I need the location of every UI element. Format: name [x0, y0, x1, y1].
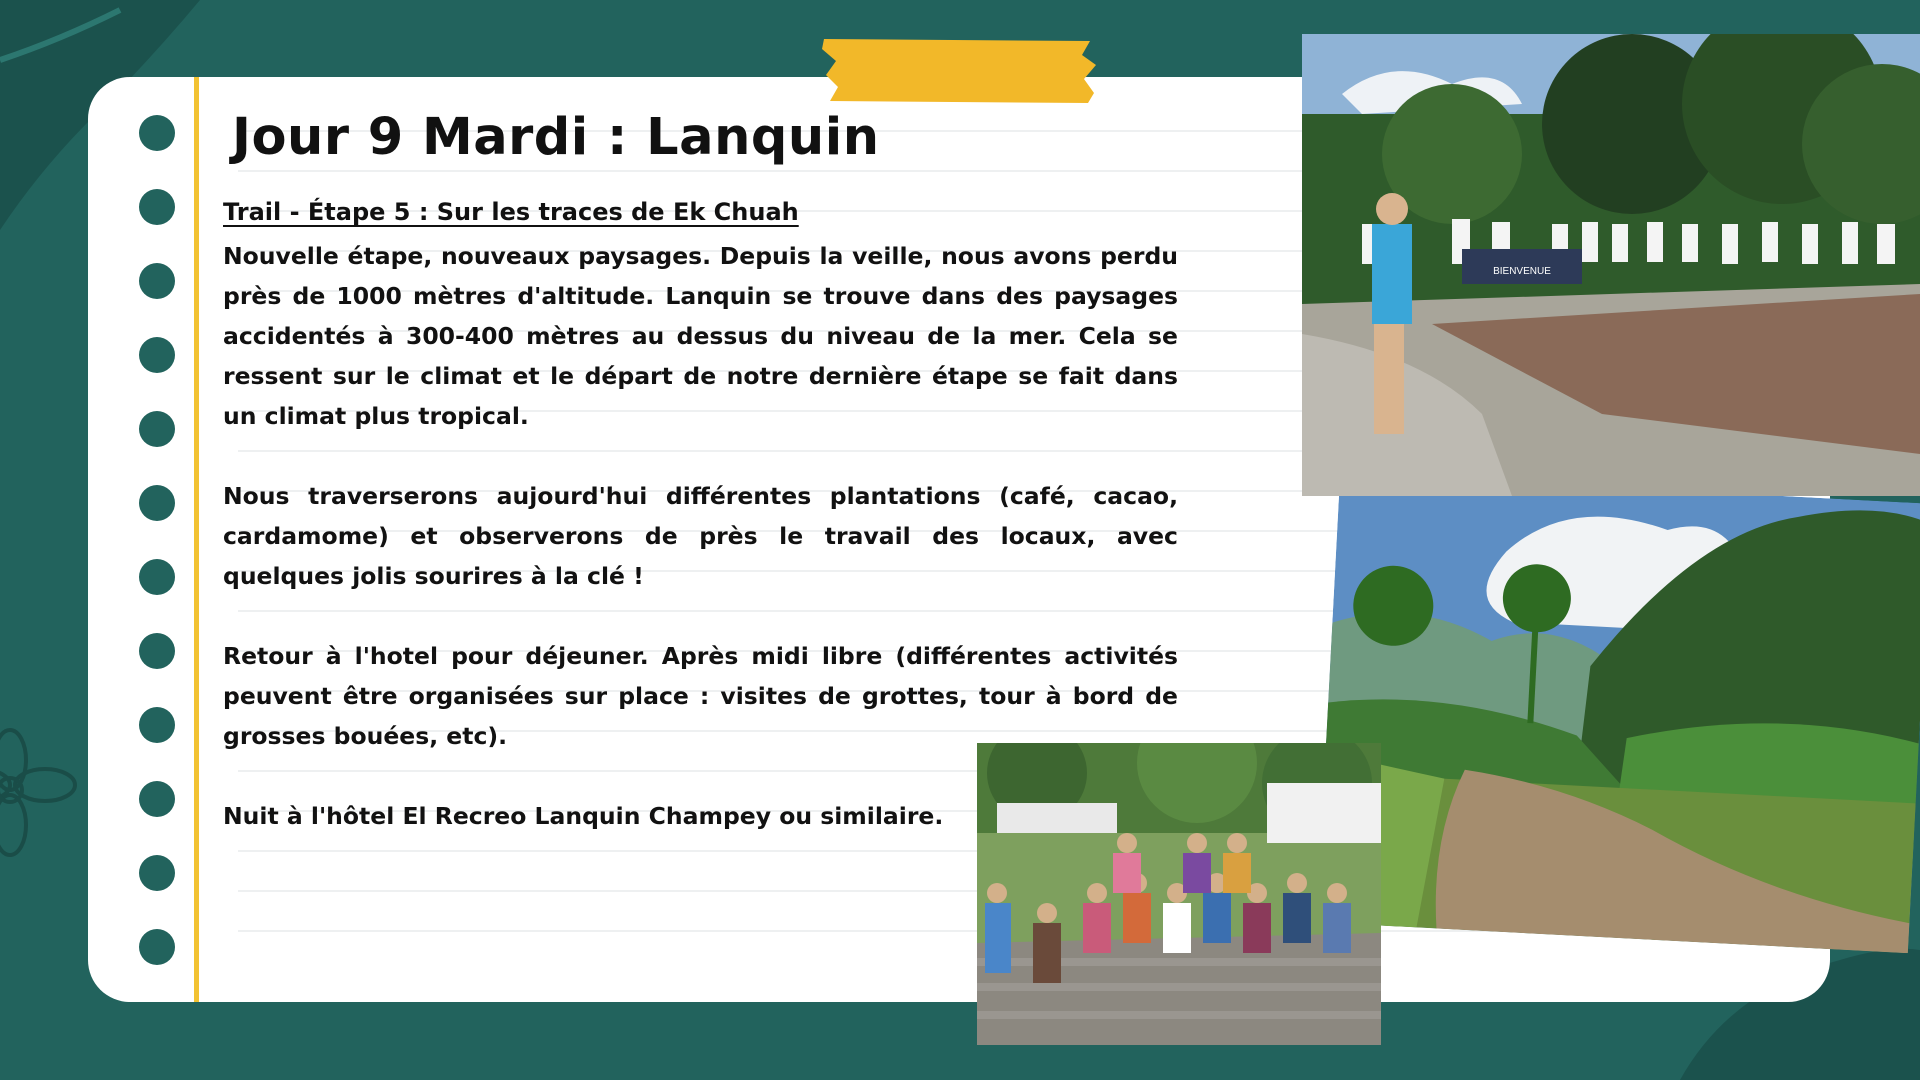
page-title: Jour 9 Mardi : Lanquin: [232, 108, 880, 167]
binder-hole: [139, 115, 175, 151]
margin-line: [194, 77, 199, 1002]
paragraph: Nouvelle étape, nouveaux paysages. Depuis la veille, nous avons perdu près de 1000 mètres d'altitude. Lanquin se trouve dans des paysages accidentés à 300-400 mètres au dessus du niveau de la mer. Cela se ressent sur le climat et le départ de notre dernière étape se fait dans un climat plus tropical.: [223, 242, 1178, 430]
paragraph: Retour à l'hotel pour déjeuner. Après midi libre (différentes activités peuvent être organisées sur place : visites de grottes, tour à bord de grosses bouées, etc).: [223, 642, 1178, 750]
binder-hole: [139, 189, 175, 225]
binder-hole: [139, 263, 175, 299]
binder-hole: [139, 485, 175, 521]
banner-text: BIENVENUE: [1493, 266, 1551, 277]
binder-hole: [139, 411, 175, 447]
photo-landscape: [1317, 473, 1920, 953]
binder-hole: [139, 559, 175, 595]
binder-hole: [139, 707, 175, 743]
binder-hole: [139, 855, 175, 891]
binder-hole: [139, 929, 175, 965]
paragraph: Nuit à l'hôtel El Recreo Lanquin Champey ou similaire.: [223, 802, 944, 830]
photo-group-stairs: [977, 743, 1381, 1045]
stage-subtitle: Trail - Étape 5 : Sur les traces de Ek Chuah: [223, 198, 799, 226]
tape-icon: [820, 35, 1098, 105]
binder-hole: [139, 781, 175, 817]
binder-hole: [139, 337, 175, 373]
flower-outline-icon: [0, 725, 80, 865]
paragraph: Nous traverserons aujourd'hui différentes plantations (café, cacao, cardamome) et observerons de près le travail des locaux, avec quelques jolis sourires à la clé !: [223, 482, 1178, 590]
binder-hole: [139, 633, 175, 669]
photo-group-field: [1302, 34, 1920, 496]
